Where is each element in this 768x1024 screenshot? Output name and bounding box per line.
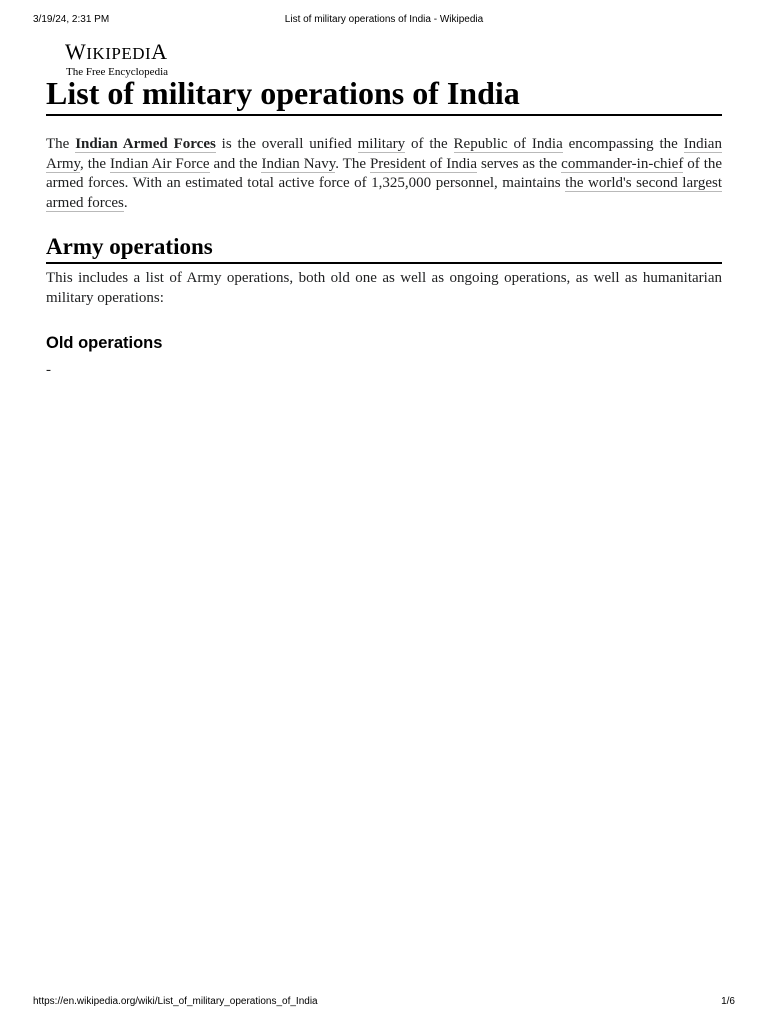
- wikipedia-tagline: The Free Encyclopedia: [66, 66, 169, 78]
- intro-text: . The: [335, 155, 370, 172]
- subsection-heading-old-operations: Old operations: [46, 334, 163, 352]
- link-indian-army[interactable]: Indian Army: [46, 136, 722, 172]
- intro-text: and the: [209, 155, 262, 172]
- print-date: 3/19/24, 2:31 PM: [33, 14, 110, 25]
- intro-text: is the overall unified: [215, 136, 358, 152]
- link-military[interactable]: military: [357, 136, 406, 152]
- link-republic-of-india[interactable]: Republic of India: [453, 136, 563, 152]
- wikipedia-wordmark: [65, 40, 168, 66]
- article-content: [46, 74, 722, 379]
- wordmark-middle: IKIPEDI: [86, 44, 152, 63]
- print-footer: [33, 996, 735, 1010]
- link-second-largest-armed-forces[interactable]: the world's second largest armed forces: [46, 175, 722, 211]
- army-operations-intro: This includes a list of Army operations, both old one as well as ongoing operations, as well as humanitarian military operations:: [46, 270, 722, 306]
- intro-text: encompassing the: [562, 136, 684, 152]
- link-president-of-india[interactable]: President of India: [369, 155, 478, 172]
- link-commander-in-chief[interactable]: commander-in-chief: [561, 155, 684, 172]
- intro-text: The: [46, 136, 76, 152]
- print-url: https://en.wikipedia.org/wiki/List_of_military_operations_of_India: [33, 996, 318, 1007]
- intro-text: , the: [80, 155, 111, 172]
- list-dash-marker: -: [46, 362, 51, 378]
- link-indian-air-force[interactable]: Indian Air Force: [110, 155, 210, 172]
- intro-text: serves as the: [477, 155, 562, 172]
- section-heading-army-operations: Army operations: [46, 233, 722, 264]
- print-document-title: List of military operations of India - Wikipedia: [284, 14, 484, 25]
- wikipedia-logo[interactable]: [65, 40, 168, 78]
- link-indian-navy[interactable]: Indian Navy: [261, 155, 336, 172]
- link-indian-armed-forces[interactable]: Indian Armed Forces: [75, 136, 216, 152]
- print-page-number: 1/6: [721, 996, 735, 1007]
- wordmark-initial: W: [65, 39, 87, 64]
- intro-text: of the: [405, 136, 454, 152]
- intro-text: .: [123, 194, 128, 211]
- page-title: List of military operations of India: [46, 74, 722, 116]
- intro-text: of the armed forces. With an estimated total active force of 1,325,000 personnel, maintains: [46, 155, 723, 191]
- wordmark-final: A: [151, 39, 168, 64]
- print-header: [33, 14, 735, 30]
- intro-paragraph: [46, 135, 722, 213]
